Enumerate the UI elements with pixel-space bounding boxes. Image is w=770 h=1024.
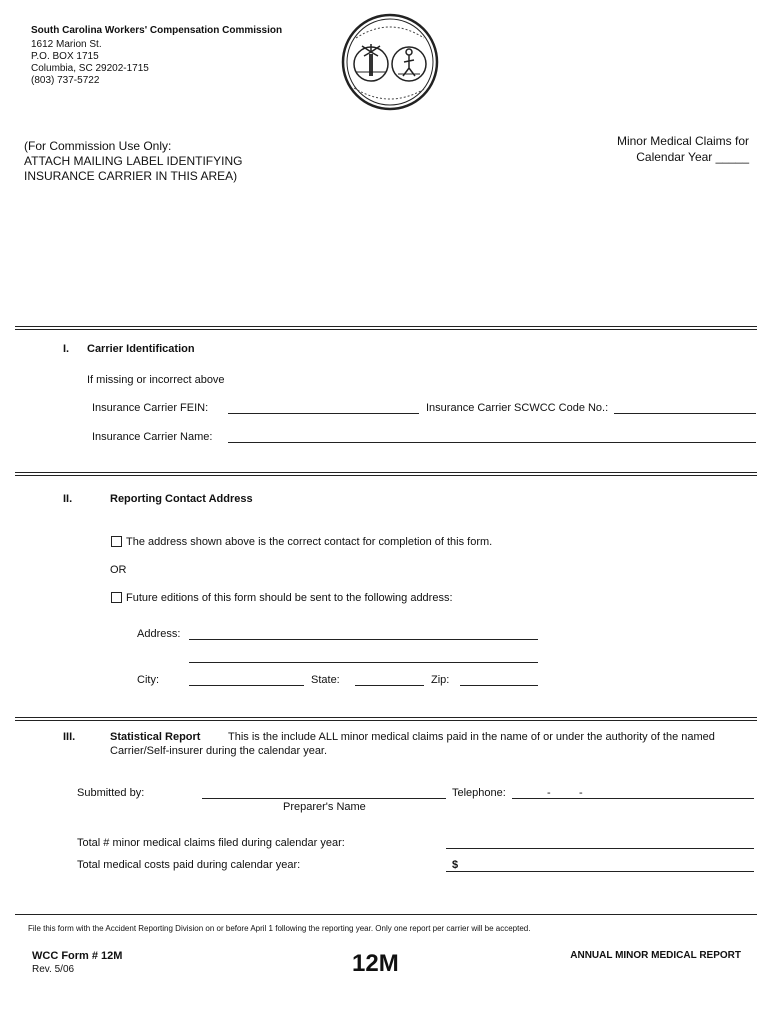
submitted-by-label: Submitted by: [77, 787, 145, 799]
state-seal-image [340, 12, 440, 112]
address-line-phone: (803) 737-5722 [31, 75, 100, 86]
section2-numeral: II. [63, 493, 73, 505]
section1-title: Carrier Identification [87, 343, 195, 355]
total-costs-input-line[interactable] [446, 871, 754, 872]
form-revision: Rev. 5/06 [32, 964, 75, 975]
section2-title: Reporting Contact Address [110, 493, 253, 505]
address-label: Address: [137, 628, 181, 640]
preparer-name-caption: Preparer's Name [283, 801, 366, 813]
zip-input-line[interactable] [460, 685, 538, 686]
footer-instruction: File this form with the Accident Reporting Division on or before April 1 following the reporting year. Only one report per carrier will be accepted. [28, 924, 531, 933]
or-text: OR [110, 564, 127, 576]
city-input-line[interactable] [189, 685, 304, 686]
section3-title: Statistical Report [110, 731, 201, 743]
total-claims-input-line[interactable] [446, 848, 754, 849]
commission-use-line3: INSURANCE CARRIER IN THIS AREA) [24, 169, 238, 183]
section3-desc-line1: This is the include ALL minor medical claims paid in the name of or under the authority of the named [228, 731, 715, 743]
telephone-label: Telephone: [452, 787, 506, 799]
total-claims-label: Total # minor medical claims filed during calendar year: [77, 837, 345, 849]
address-correct-checkbox[interactable] [111, 536, 122, 547]
city-label: City: [137, 674, 159, 686]
zip-label: Zip: [431, 674, 450, 686]
address-line-pobox: P.O. BOX 1715 [31, 51, 99, 62]
fein-label: Insurance Carrier FEIN: [92, 402, 209, 414]
phone-dash-2: - [579, 787, 583, 799]
future-address-label: Future editions of this form should be sent to the following address: [126, 592, 453, 604]
address-correct-label: The address shown above is the correct contact for completion of this form. [126, 536, 493, 548]
form-number: WCC Form # 12M [32, 950, 123, 962]
future-address-checkbox[interactable] [111, 592, 122, 603]
report-title: ANNUAL MINOR MEDICAL REPORT [570, 950, 741, 961]
address-input-line1[interactable] [189, 639, 538, 640]
org-name: South Carolina Workers' Compensation Commission [31, 25, 283, 36]
section-divider-3 [15, 717, 757, 721]
phone-dash-1: - [547, 787, 551, 799]
section1-numeral: I. [63, 343, 70, 355]
dollar-sign: $ [452, 859, 459, 871]
carrier-name-label: Insurance Carrier Name: [92, 431, 213, 443]
state-label: State: [311, 674, 340, 686]
address-line-city: Columbia, SC 29202-1715 [31, 63, 149, 74]
claims-title-line1: Minor Medical Claims for [616, 134, 749, 148]
address-line-street: 1612 Marion St. [31, 39, 102, 50]
submitted-by-input-line[interactable] [202, 798, 446, 799]
claims-title-line2: Calendar Year _____ [636, 150, 749, 164]
section3-numeral: III. [63, 731, 76, 743]
scwcc-code-input-line[interactable] [614, 413, 756, 414]
state-input-line[interactable] [355, 685, 424, 686]
form-code-large: 12M [352, 950, 399, 977]
scwcc-code-label: Insurance Carrier SCWCC Code No.: [426, 402, 609, 414]
section-divider-2 [15, 472, 757, 476]
commission-use-line2: ATTACH MAILING LABEL IDENTIFYING [24, 154, 243, 168]
section-divider-1 [15, 326, 757, 330]
fein-input-line[interactable] [228, 413, 419, 414]
carrier-name-input-line[interactable] [228, 442, 756, 443]
footer-divider [15, 914, 757, 915]
commission-use-line1: (For Commission Use Only: [24, 139, 172, 153]
section3-desc-line2: Carrier/Self-insurer during the calendar year. [110, 745, 328, 757]
address-input-line2[interactable] [189, 662, 538, 663]
total-costs-label: Total medical costs paid during calendar year: [77, 859, 301, 871]
section1-note: If missing or incorrect above [87, 374, 225, 386]
